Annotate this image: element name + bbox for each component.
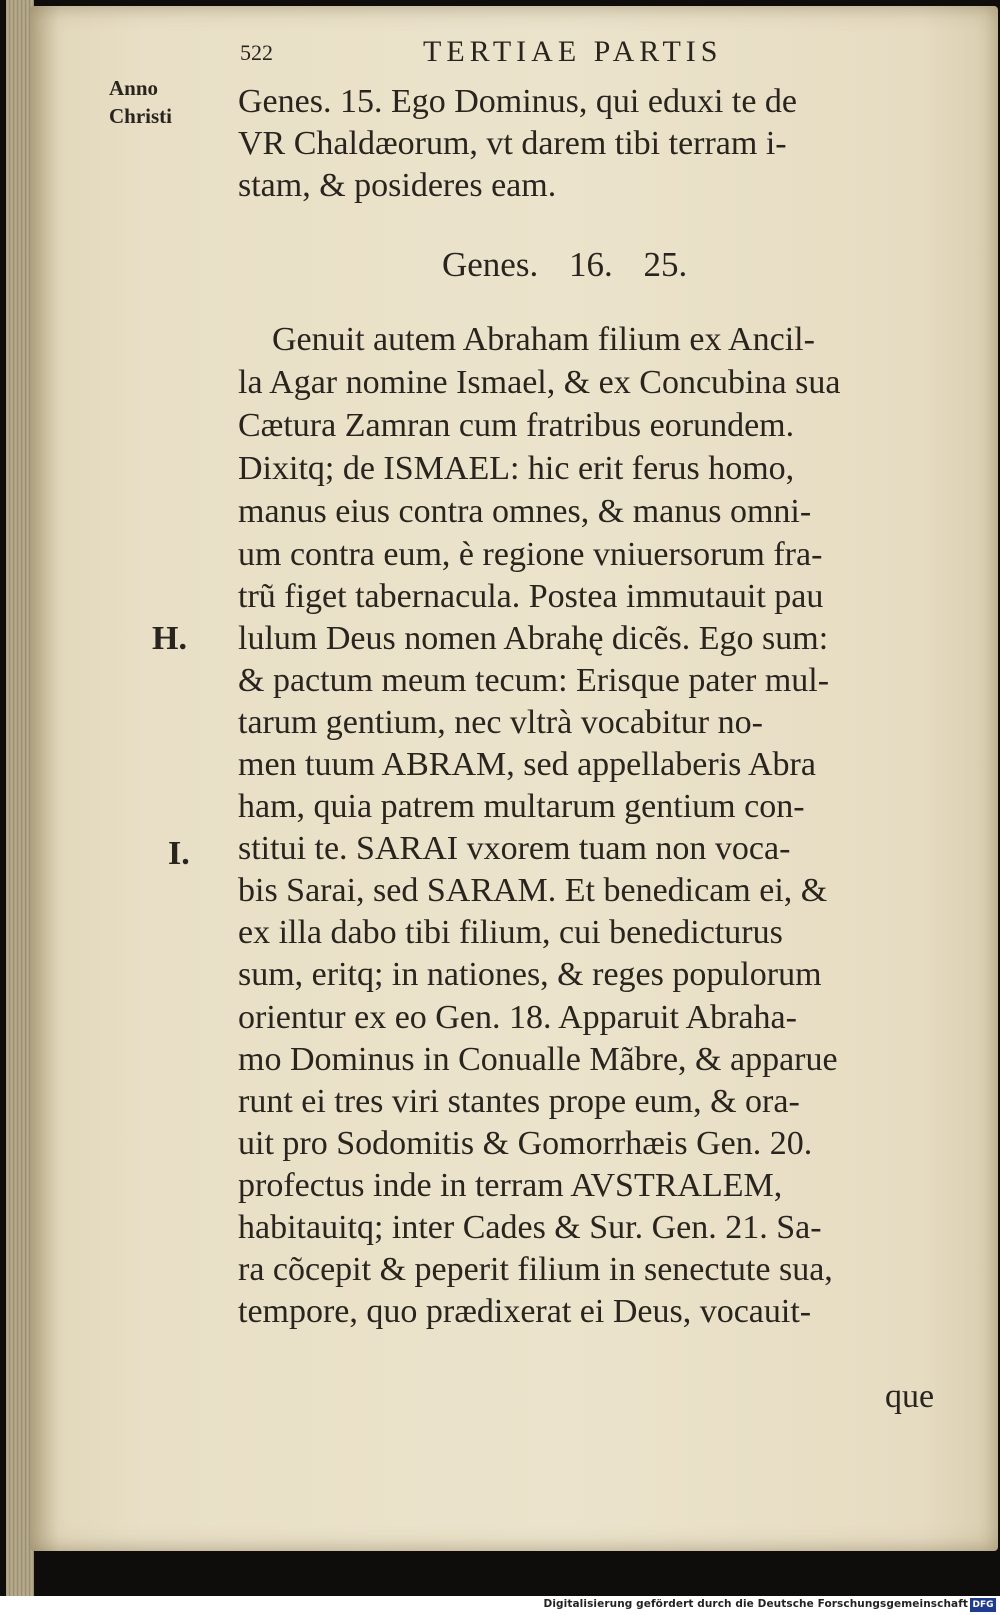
margin-year-label — [109, 74, 219, 130]
margin-section-letter-i: I. — [168, 835, 190, 872]
text-line: trũ figet tabernacula. Postea immutauit pau — [238, 578, 824, 615]
text-line: profectus inde in terram AVSTRALEM, — [238, 1167, 783, 1204]
text-line: stitui te. SARAI vxorem tuam non voca- — [238, 830, 791, 867]
text-line: bis Sarai, sed SARAM. Et benedicam ei, & — [238, 872, 828, 909]
text-line: ra cõcepit & peperit filium in senectute sua, — [238, 1251, 833, 1288]
text-line: runt ei tres viri stantes prope eum, & ora- — [238, 1083, 800, 1120]
intro-line: Genes. 15. Ego Dominus, qui eduxi te de — [238, 83, 798, 120]
text-line: ham, quia patrem multarum gentium con- — [238, 788, 805, 825]
text-line: um contra eum, è regione vniuersorum fra- — [238, 536, 823, 573]
text-line: ex illa dabo tibi filium, cui benedicturus — [238, 914, 783, 951]
text-line: tempore, quo prædixerat ei Deus, vocauit- — [238, 1293, 812, 1330]
digitization-credit: Digitalisierung gefördert durch die Deutsche Forschungsgemeinschaft — [543, 1598, 968, 1610]
text-line: orientur ex eo Gen. 18. Apparuit Abraha- — [238, 999, 797, 1036]
text-line: tarum gentium, nec vltrà vocabitur no- — [238, 704, 763, 741]
text-line: manus eius contra omnes, & manus omni- — [238, 493, 812, 530]
text-line: men tuum ABRAM, sed appellaberis Abra — [238, 746, 816, 783]
text-line: Cætura Zamran cum fratribus eorundem. — [238, 407, 795, 444]
text-line: Genuit autem Abraham filium ex Ancil- — [272, 321, 815, 358]
page-number: 522 — [240, 40, 273, 65]
text-line: uit pro Sodomitis & Gomorrhæis Gen. 20. — [238, 1125, 813, 1162]
text-line: la Agar nomine Ismael, & ex Concubina sua — [238, 364, 841, 401]
intro-line: stam, & posideres eam. — [238, 167, 557, 204]
text-line: mo Dominus in Conualle Mãbre, & apparue — [238, 1041, 838, 1078]
text-line: habitauitq; inter Cades & Sur. Gen. 21. Sa- — [238, 1209, 822, 1246]
running-head: TERTIAE PARTIS — [423, 35, 723, 68]
text-line: Dixitq; de ISMAEL: hic erit ferus homo, — [238, 450, 795, 487]
text-line: sum, eritq; in nationes, & reges populorum — [238, 956, 822, 993]
text-line: & pactum meum tecum: Erisque pater mul- — [238, 662, 830, 699]
margin-section-letter-h: H. — [152, 620, 187, 657]
intro-line: VR Chaldæorum, vt darem tibi terram i- — [238, 125, 787, 162]
dfg-logo: DFG — [970, 1598, 996, 1612]
catchword: que — [885, 1378, 935, 1415]
text-line: lulum Deus nomen Abrahę dicẽs. Ego sum: — [238, 620, 829, 657]
margin-year-line-1: Anno — [109, 76, 159, 100]
section-heading: Genes. 16. 25. — [442, 245, 688, 284]
margin-year-line-2: Christi — [109, 104, 172, 128]
